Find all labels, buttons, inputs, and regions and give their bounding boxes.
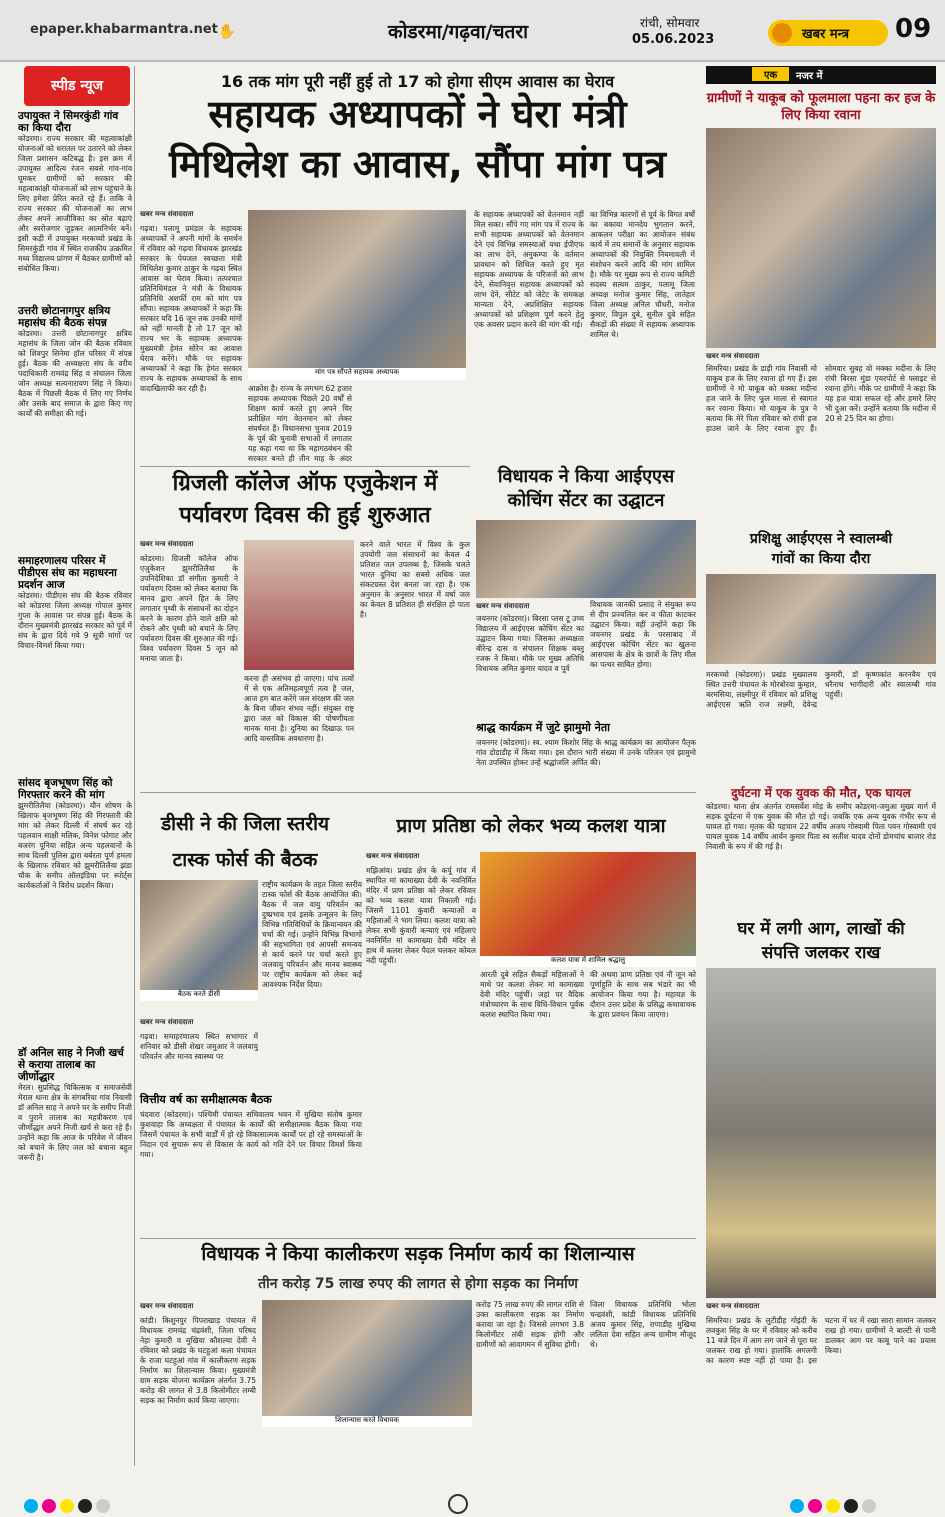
coaching-sub-body: जयनगर (कोडरमा)। स्व. श्याम किशोर सिंह के श्राद्ध कार्यक्रम का आयोजन पैतृक गांव डोडाडीह में किया गया। इस दौरान भारी संख्या में उनके परिजन एवं झामुमो नेता उपस्थित होकर उन्हें श्रद्धांजलि अर्पित की। xyxy=(476,738,696,767)
brand-logo xyxy=(768,20,888,46)
dc-photo xyxy=(140,880,258,990)
college-photo xyxy=(244,540,354,670)
brand-name: खबर मन्त्र xyxy=(802,27,850,42)
fire-headline-2: संपत्ति जलकर राख xyxy=(761,943,881,963)
kalash-byline: खबर मन्त्र संवाददाता xyxy=(366,852,420,860)
coaching-body-1: जयनगर (कोडरमा)। बिरसा प्लस टू उच्च विद्यालय में आईएएस कोचिंग सेंटर का उद्घाटन किया गया। जिसका अध्यक्षता बीरेन्द्र दास व संचालन शिक्षक बब्लू रजक ने किया। मौके पर मुख्य अतिथि विधायक अमित कुमार यादव व पूर्व xyxy=(476,614,584,673)
center-register-mark xyxy=(448,1494,468,1514)
lead-body-1: गढ़वा। पलामू प्रमंडल के सहायक अध्यापकों ने अपनी मांगों के समर्थन में रविवार को गढ़वा विधायक झारखंड सरकार के पेयजल स्वच्छता मंत्री मिथिलेश कुमार ठाकुर के गढ़वा स्थित आवास का घेराव किया। तत्पश्चात प्रतिनिधिमंडल ने मंत्री के विधायक प्रतिनिधि अशर्फी राम को मांग पत्र सौंपा। सहायक अध्यापकों ने कहा कि सरकार यदि 16 जून तक उनकी मांगों को नहीं मानती है तो 17 जून को राज्य भर के सहायक अध्यापक मुख्यमंत्री हेमंत सोरेन का आवास घेराव करेंगे। मौके पर सहायक अध्यापकों ने कहा कि हेमंत सरकार राज्य के सहायक अध्यापकों के साथ वादाखिलाफी कर रही है। xyxy=(140,224,242,393)
college-body-2: करना ही असंभव हो जाएगा। पांच तत्वों में से एक अतिमहत्वपूर्ण तत्व है जल, आज हम बात करेंगे जल संरक्षण की जल के बिना जीवन संभव नहीं। संयुक्त राष्ट्र द्वारा जल को विकास की पोषणीयता मानक माना है। दुनिया का दिखाऊ पन आदि वास्तविक अवधारणा है। xyxy=(244,674,354,743)
accident-headline: दुर्घटना में एक युवक की मौत, एक घायल xyxy=(731,786,911,800)
dc-body-2: राष्ट्रीय कार्यक्रम के तहत जिला स्तरीय टास्क फोर्स की बैठक आयोजित की। बैठक में जल वायु परिवर्तन का दुष्प्रभाव एवं इसके उन्मूलन के लिए विभिन्न गतिविधियों के क्रियान्वयन की चर्चा की गई। उन्होंने विभिन्न विभागों की सहभागिता एवं आपसी समन्वय से कार्य करने पर चर्चा करते हुए जलवायु परिवर्तन और मानव स्वास्थ्य पर राष्ट्रीय कार्यक्रम को लेकर कई आवश्यक निर्देश दिया। xyxy=(262,880,362,989)
college-byline: खबर मन्त्र संवाददाता xyxy=(140,540,194,548)
dc-sub-body: चंदवारा (कोडरमा)। पश्चिमी पंचायत सचिवालय भवन में मुखिया संतोष कुमार कुशवाहा कि अध्यक्षता में पंचायत के कार्यों की समीक्षात्मक बैठक किया गया जिसमें पंचायत के सभी वार्डों में हो रहे विकासात्मक कार्यों पर हो रहे समस्याओं के निदान एवं सुचारू रूप से विकास के कार्य को गति देने पर विचार विमर्श किया गया। xyxy=(140,1110,362,1159)
dateline-date: 05.06.2023 xyxy=(632,32,715,47)
college-body-1: कोडरमा। ग्रिजली कॉलेज ऑफ एजुकेशन झुमरीतिलैया के उपनिदेशिका डॉ संगीता कुमारी ने पर्यावरण दिवस को लेकर बताया कि मानव द्वारा अपने हित के लिए लगातार पृथ्वी के संसाधनों का दोहन करने के कारण होने वाले क्षति को रोकने और पृथ्वी को बचाने के लिए पर्यावरण दिवस की शुरुआत की गई। विश्व पर्यावरण दिवस 5 जून को मनाया जाता है। xyxy=(140,554,238,663)
speed-item-body: कोडरमा। राज्य सरकार की महत्वाकांक्षी योजनाओं को धरातल पर उतारने को लेकर जिला प्रशासन कटिबद्ध है। इस क्रम में उपायुक्त आदित्य रंजन सबसे गांव-गांव घूमकर ग्रामीणों को सरकार की महत्वाकांक्षी योजनाओं को लाभ पहुंचाने के लिए हमेशा प्रेरित करते रहे हैं। ताकि वे राज्य सरकार की योजनाओं का लाभ लेकर अपने आजीविका का स्रोत बढ़ाएं और स्वरोजगार जुड़कर आत्मनिर्भर बनें। इसी कड़ी में उपायुक्त मरकच्चो प्रखंड के सिमरकुंडी गांव में स्थित राजकीय उत्क्रमित मध्य विद्यालय प्रांगण में बैठकर ग्रामीणों को संबोधित किया। xyxy=(18,134,132,273)
speed-item-body: कोडरमा। पीडीएस संघ की बैठक रविवार को कोडरमा जिला अध्यक्ष गोपाल कुमार गुप्ता के आवास पर संपन्न हुई। बैठक के दौरान मुख्यमंत्री झारखंड सरकार को पूर्व में संघ के द्वारा दिये गये 9 सूत्री मांगों पर विचार-विमर्श किया गया। xyxy=(18,591,132,650)
fire-photo xyxy=(706,968,936,1298)
coaching-sub: श्राद्ध कार्यक्रम में जुटे झामुमो नेता xyxy=(476,721,610,734)
coaching-byline: खबर मन्त्र संवाददाता xyxy=(476,602,530,610)
lead-photo xyxy=(248,210,466,368)
speed-item xyxy=(18,110,132,299)
nazar-body: सिमरिया। प्रखंड के डाड़ी गांव निवासी मो याकूब हज के लिए रवाना हो गए हैं। इस ग्रामीणों ने मो याकूब को मक्का मदीना हज जाने के लिए फूल माला से स्वागत कर रवाना किया। मो याकूब के पुत्र ने बताया कि मेरे पिता रविवार को रांची हज हाउस जाने के लिए रवाना हुए हैं। सोमवार सुबह वो मक्का मदीना के लिए रांची बिरसा मुंडा एयरपोर्ट से फ्लाइट से रवाना होंगे। मौके पर ग्रामीणों ने कहा कि यह हज यात्रा सफल रहे और हमारे लिए भी दुआ करें। उन्होंने बताया कि मदीना में 20 से 25 दिन का होगा। xyxy=(706,364,936,433)
nazar-headline: ग्रामीणों ने याकूब को फूलमाला पहना कर हज के लिए किया रवाना xyxy=(706,91,936,123)
speed-item xyxy=(18,777,132,1041)
speed-item-head: सांसद बृजभूषण सिंह को गिरफ्तार करने की मांग xyxy=(18,777,113,801)
speed-item xyxy=(18,555,132,771)
speed-item-head: उपायुक्त ने सिमरकुंडी गांव का किया दौरा xyxy=(18,110,119,134)
kalash-body-1: मझिआंव। प्रखंड क्षेत्र के कर्पू गांव में स्थापित मां कामाख्या देवी के नवनिर्मित मंदिर में प्राण प्रतिष्ठा को लेकर रविवार को भव्य कलश यात्रा निकाली गई। जिसमें 1101 कुंवारी कन्याओं व महिलाओं ने भाग लिया। कलश यात्रा को लेकर सभी कुंवारी कन्याएं एवं महिलाएं नवनिर्मित मां कामाख्या देवी मंदिर से हाथ में कलश लेकर पैदल चलकर कोयल नदी पहुंचीं। xyxy=(366,866,476,965)
kalash-photo xyxy=(480,852,696,956)
lead-headline-1: सहायक अध्यापकों ने घेरा मंत्री xyxy=(208,92,627,136)
lead-body-2b xyxy=(356,384,466,462)
coaching-body-2: विधायक जानकी प्रसाद ने संयुक्त रूप से दीप प्रज्वलित कर व फीता काटकर उद्घाटन किया। वहीं उन्होंने कहा कि जयनगर प्रखंड के परसाबाद में आईएएस कोचिंग सेंटर का खुलना आसपास के क्षेत्र के छात्रों के लिए मील का पत्थर साबित होगा। xyxy=(590,600,696,669)
accident-body: कोडरमा। थाना क्षेत्र अंतर्गत रामसर्वेश मोड़ के समीप कोडरमा-जमुआ मुख्य मार्ग में सड़क दुर्घटना में एक युवक की मौत हो गई। जबकि एक अन्य युवक गंभीर रूप से घायल हो गया। मृतक की पहचान 22 वर्षीय अजय गोस्वामी पिता पवन गोस्वामी एवं घायल युवक 14 वर्षीय आर्यन कुमार पिता स्व सतीश यादव दोनों डोमचांच बाजार रोड निवासी के रूप में की गई है। xyxy=(706,802,936,851)
nazar-tag: एक xyxy=(752,67,789,81)
page-header xyxy=(0,0,945,62)
lead-photo-caption: मांग पत्र सौंपते सहायक अध्यापक xyxy=(248,368,466,380)
college-headline-1: ग्रिजली कॉलेज ऑफ एजुकेशन में xyxy=(172,471,438,496)
road-body-3: जिला विधायक प्रतिनिधि भोला चन्द्रवंशी, कांडी विधायक प्रतिनिधि अजय कुमार सिंह, राणाडीह मुखिया ललिता देवा सहित अन्य ग्रामीण मौजूद थे। xyxy=(590,1300,696,1349)
ias-body: मरकच्चो (कोडरमा)। प्रखंड मुख्यालय स्थित उत्तरी पंचायत के मोरबोरवा कुम्हार, बरमसिया, लक्ष्मीपुर में रविवार को प्रशिक्षु आईएएस ऋति राज लक्ष्मी, देवेन्द्र कुमारी, डॉ कृष्णकांत करनवैय एवं धरैनाथ भागीदारी और स्वालम्बी गांव पहुंचीं। xyxy=(706,670,936,709)
lead-kicker: 16 तक मांग पूरी नहीं हुई तो 17 को होगा सीएम आवास का घेराव xyxy=(220,72,615,91)
speed-item-head: समाहरणालय परिसर में पीडीएस संघ का महाधरना प्रदर्शन आज xyxy=(18,555,117,591)
lead-body-3: के सहायक अध्यापकों को वेतनमान नहीं मिल सका। सौंपे गए मांग पत्र में राज्य के सभी सहायक अध्यापकों को वेतनमान देने एवं विभिन्न समस्याओं यथा ईपीएफ का लाभ देने, अनुकम्पा के वर्तमान प्रावधान को शिथिल करते हुए मृत सहायक अध्यापक के परिजनों को लाभ देने, सेवानिवृत्त सहायक अध्यापकों को लाभ देने, सीटेट को जेटेट के समकक्ष मान्यता देने, अप्रशिक्षित सहायक अध्यापकों को प्रशिक्षण पूर्ण करने हेतु एक अवसर प्रदान करने की मांग की गई। xyxy=(474,210,584,329)
coaching-headline-2: कोचिंग सेंटर का उद्घाटन xyxy=(507,490,665,511)
lead-headline-2: मिथिलेश का आवास, सौंपा मांग पत्र xyxy=(169,142,666,186)
lead-body-2: आक्रोश है। राज्य के लगभग 62 हजार सहायक अध्यापक पिछले 20 वर्षों से शिक्षण कार्य करते हुए अपने चिर प्रतीक्षित मांग वेतनमान को लेकर संघर्षरत हैं। विधानसभा चुनाव 2019 के पूर्व की चुनावी सभाओं में लगातार यह कहा गया था कि महागठबंधन की सरकार बनते ही तीन माह के अंदर xyxy=(248,384,352,462)
dc-headline-2: टास्क फोर्स की बैठक xyxy=(172,849,318,871)
fire-body: सिमरिया। प्रखंड के लुटीडीह गोइंदी के लवकुश सिंह के घर में रविवार को करीब 11 बजे दिन में आग लग जाने से पूरा घर जलकर राख हो गया। हालांकि अगलगी का कारण स्पष्ट नहीं हो पाया है। इस घटना में घर में रखा सारा सामान जलकर राख हो गया। ग्रामीणों ने बाल्टी से पानी डालकर आग पर काबू पाने का प्रयास किया। xyxy=(706,1316,936,1365)
fire-headline-1: घर में लगी आग, लाखों की xyxy=(737,919,905,939)
nazar-title: नजर में xyxy=(796,71,823,82)
speed-item xyxy=(18,1047,132,1343)
speed-item-head: उत्तरी छोटानागपुर क्षत्रिय महासंघ की बैठक संपन्न xyxy=(18,305,111,329)
speed-item-head: डॉ अनिल साह ने निजी खर्च से कराया तालाब का जीर्णोद्धार xyxy=(18,1047,124,1083)
road-byline: खबर मन्त्र संवाददाता xyxy=(140,1302,194,1310)
speed-news-badge: स्पीड न्यूज xyxy=(24,66,130,106)
speed-item-body: कोडरमा। उत्तरी छोटानागपुर क्षत्रिय महासंघ के जिला जोन की बैठक रविवार को शिवपुर सिनेमा हॉल परिसर में संपन्न हुई। बैठक की अध्यक्षता संघ के वरीय पदाधिकारी रामवंद्र सिंह व संचालन जिला जोन अध्यक्ष सत्यनारायण सिंह ने किया। बैठक में पिछली बैठक में लिए गए निर्णय और उसके बाद समाज के द्वारा किए गए कार्यों की समीक्षा की गई। xyxy=(18,329,132,418)
college-headline-2: पर्यावरण दिवस की हुई शुरुआत xyxy=(179,503,431,528)
dc-photo-caption: बैठक करते डीसी xyxy=(140,990,258,1001)
dc-body-1: गढ़वा। समाहरणालय स्थित सभागार में शनिवार को डीसी शेखर जमुआर ने जलवायु परिवर्तन और मानव स्वास्थ्य पर xyxy=(140,1032,258,1061)
road-photo-caption: शिलान्यास करते विधायक xyxy=(262,1416,472,1427)
dc-headline-1: डीसी ने की जिला स्तरीय xyxy=(160,813,330,835)
road-body-2: करोड़ 75 लाख रुपए की लागत राशि से उक्त कालीकरण सड़क का निर्माण कराया जा रहा है। जिससे लगभग 3.8 किलोमीटर लंबी सड़क होगी और ग्रामीणों को आवागमन में सुविधा होगी। xyxy=(476,1300,584,1349)
ias-headline-1: प्रशिक्षु आईएएस ने स्वालम्बी xyxy=(749,531,893,547)
site-url[interactable]: epaper.khabarmantra.net xyxy=(30,22,218,37)
kalash-headline: प्राण प्रतिष्ठा को लेकर भव्य कलश यात्रा xyxy=(396,815,666,837)
nazar-byline: खबर मन्त्र संवाददाता xyxy=(706,352,760,360)
section-title: कोडरमा/गढ़वा/चतरा xyxy=(388,21,529,43)
lead-body-4: का विभिन्न कारणों से पूर्व के विगत वर्षों का बकाया मानदेय भुगतान करने, आकलन परीक्षा का आयोजन संबंध कार्य में तय समानों के अनुसार सहायक अध्यापकों की नियुक्ति नियमावली में संशोधन करने आदि की मांग शामिल है। मौके पर मुख्य रूप से राज्य कमिटी सदस्य सत्यम ठाकुर, पलामू जिला अध्यक्ष मनोज कुमार सिंह, लातेहार जिला अध्यक्ष अनिल चौधरी, मनोज कुमार, विपुल दुबे, सुनील दुबे सहित सैकड़ों की संख्या में सहायक अध्यापक शामिल थे। xyxy=(590,210,695,339)
college-body-3: करने वाले भारत में विश्व के कुल उपयोगी जल संसाधनों का केवल 4 प्रतिशत जल उपलब्ध है, जिसके चलते भारत दुनिया का सबसे अधिक जल संकटग्रस्त देश बनता जा रहा है। एक अनुमान के अनुसार भारत में वर्षा जल का केवल 8 प्रतिशत ही संरक्षित हो पाता है। xyxy=(360,540,470,619)
fire-byline: खबर मन्त्र संवाददाता xyxy=(706,1302,760,1310)
logo-icon xyxy=(772,23,792,43)
coaching-photo xyxy=(476,520,696,598)
speed-item-body: मेरल। सुप्रसिद्ध चिकित्सक व समाजसेवी मेराल थाना क्षेत्र के संगबरिया गांव निवासी डॉ अनिल साह ने अपने घर के समीप निजी व पुराने तालाब का महत्रीकरण एवं जीर्णोद्धार अपने निजी खर्च से करा रहे हैं। उन्होंने कहा कि आज के परिवेश में जीवन को बचाने के लिए जल को बचाना बहुत जरूरी है। xyxy=(18,1083,132,1162)
kalash-body-2: आरती दुबे सहित सैकड़ों महिलाओं ने माथे पर कलश लेकर मां कामाख्या देवी मंदिर पहुंचीं। जहां पर वैदिक मंत्रोच्चारण के साथ विधि-विधान पूर्वक कलश स्थापित किया गया। xyxy=(480,970,584,1019)
kalash-body-3: की अथवा प्राण प्रतिष्ठा एवं नौ जून को पूर्णाहुति के साथ सब भंडारे का भी आयोजन किया गया है। महायज्ञ के दौरान उत्तर प्रदेश के प्रसिद्ध कथावाचक के द्वारा प्रवचन किया जाएगा। xyxy=(590,970,696,1019)
coaching-headline-1: विधायक ने किया आईएएस xyxy=(497,466,675,487)
dateline-city: रांची, सोमवार xyxy=(640,16,700,30)
lead-byline: खबर मन्त्र संवाददाता xyxy=(140,210,194,218)
nazar-bar xyxy=(706,66,936,84)
dc-byline: खबर मन्त्र संवाददाता xyxy=(140,1018,194,1026)
cursor-icon: ✋ xyxy=(218,24,236,40)
speed-news-column xyxy=(18,110,132,1480)
road-photo xyxy=(262,1300,472,1416)
nazar-photo xyxy=(706,128,936,348)
speed-item xyxy=(18,305,132,549)
ias-photo xyxy=(706,574,936,664)
page-number: 09 xyxy=(895,14,932,44)
road-body-1: कांडी। किशुनपुर पिपराखाड़ पंचायत में विधायक रामचंद्र चंद्रवंशी, जिला परिषद नेहा कुमारी व मुखिया कौशल्या देवी ने रविवार को प्रखंड के घटहुआं कला पंचायत के राजा घटहुआं गांव में कालीकरण सड़क निर्माण का शिलान्यास किया। मुख्यमंत्री ग्राम सड़क योजना कार्यक्रम अंतर्गत 3.75 करोड़ की लागत से 3.8 किलोमीटर लम्बी सड़क का निर्माण कार्य किया जाएगा। xyxy=(140,1316,256,1405)
registration-dots-left xyxy=(24,1498,114,1517)
ias-headline-2: गांवों का किया दौरा xyxy=(771,551,871,567)
registration-dots-right xyxy=(790,1498,880,1517)
road-sub: तीन करोड़ 75 लाख रुपए की लागत से होगा सड़क का निर्माण xyxy=(258,1276,578,1292)
dc-sub: वित्तीय वर्ष का समीक्षात्मक बैठक xyxy=(140,1093,272,1106)
speed-item-body: झुमरीतिलैया (कोडरमा)। यौन शोषण के खिलाफ बृजभूषण सिंह की गिरफ्तारी की मांग को लेकर दिल्ली में संघर्ष कर रहे पहलवान साक्षी मलिक, विनेश फोगाट और बजरंग पूनिया सहित अन्य पहलवानों के साथ दिल्ली पुलिस द्वारा बर्बरता पूर्ण हमला के खिलाफ रविवार को झुमरीतिलैया झंडा चौक के समीप ऑलइंडिया पर स्पोर्ट्स कार्यकर्ताओं ने विरोध प्रदर्शन किया। xyxy=(18,801,132,890)
kalash-photo-caption: कलश यात्रा में शामिल श्रद्धालु xyxy=(480,956,696,967)
road-headline: विधायक ने किया कालीकरण सड़क निर्माण कार्य का शिलान्यास xyxy=(201,1243,635,1265)
